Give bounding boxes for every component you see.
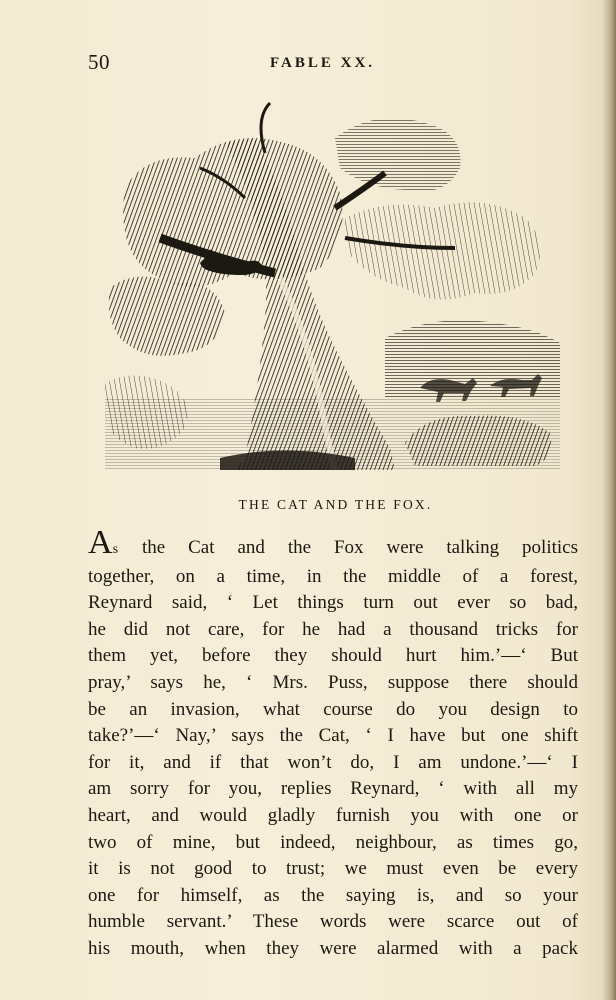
running-head: FABLE XX. bbox=[270, 55, 376, 71]
text-line: be an invasion, what course do you design to bbox=[88, 698, 578, 720]
page-number: 50 bbox=[88, 50, 110, 74]
text-line bbox=[88, 524, 578, 564]
woodcut-cat-in-tree-icon bbox=[105, 98, 560, 470]
fable-text bbox=[88, 524, 578, 963]
illustration-caption bbox=[0, 497, 616, 513]
caption-text: THE CAT AND THE FOX. bbox=[238, 497, 433, 512]
text-line: am sorry for you, replies Reynard, ‘ with all my bbox=[88, 778, 578, 800]
text-line: pray,’ says he, ‘ Mrs. Puss, suppose there should bbox=[88, 671, 578, 693]
text-line: heart, and would gladly furnish you with one or bbox=[88, 804, 578, 826]
text-line: Reynard said, ‘ Let things turn out ever so bad, bbox=[88, 592, 578, 614]
text-line: together, on a time, in the middle of a forest, bbox=[88, 565, 578, 587]
text-line-content: the Cat and the Fox were talking politics bbox=[119, 537, 578, 558]
text-line: take?’—‘ Nay,’ says the Cat, ‘ I have but one shift bbox=[88, 725, 578, 747]
text-line: them yet, before they should hurt him.’—‘ But bbox=[88, 645, 578, 667]
text-line: he did not care, for he had a thousand tricks for bbox=[88, 618, 578, 640]
drop-cap: A bbox=[88, 524, 113, 561]
text-line: it is not good to trust; we must even be every bbox=[88, 858, 578, 880]
text-line: one for himself, as the saying is, and so your bbox=[88, 884, 578, 906]
first-word-rest: s bbox=[112, 542, 120, 557]
text-line: humble servant.’ These words were scarce out of bbox=[88, 911, 578, 933]
text-line: two of mine, but indeed, neighbour, as times go, bbox=[88, 831, 578, 853]
text-line: for it, and if that won’t do, I am undone.’—‘ I bbox=[88, 751, 578, 773]
text-line: his mouth, when they were alarmed with a pack bbox=[88, 937, 578, 959]
